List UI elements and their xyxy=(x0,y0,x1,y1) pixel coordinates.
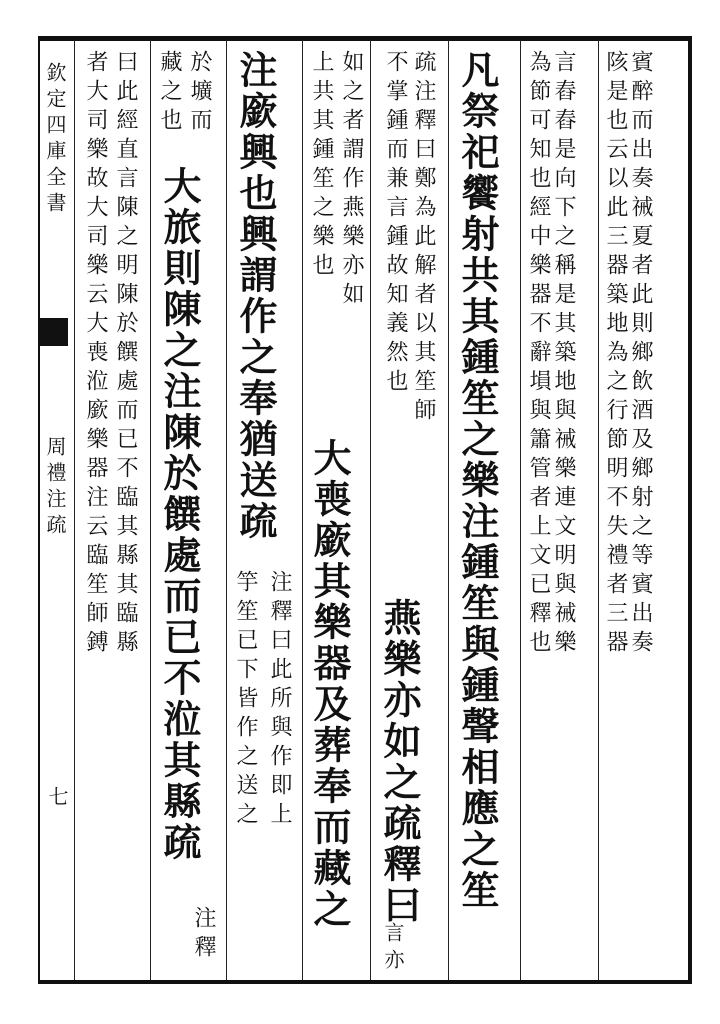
text-column: 於壙而 xyxy=(187,50,212,137)
column-rule xyxy=(74,40,75,980)
text-column: 藏之也 xyxy=(157,50,182,137)
text-column: 言亦 xyxy=(381,922,405,976)
text-column: 者大司樂故大司樂云大喪涖廞樂器注云臨笙師鎛 xyxy=(83,50,108,659)
column-rule xyxy=(520,40,521,980)
column-rule xyxy=(302,40,303,980)
column-rule xyxy=(370,40,371,980)
text-column: 陔是也云以此三器築地為之行節明不失禮者三器 xyxy=(603,50,628,659)
text-column: 上共其鍾笙之樂也 xyxy=(309,50,334,282)
text-column: 注釋 xyxy=(191,906,216,964)
bottom-border xyxy=(38,980,692,984)
text-column: 疏注釋曰鄭為此解者以其笙師 xyxy=(411,50,436,427)
text-column-main: 大旅則陳之注陳於饌處而已不涖其縣疏 xyxy=(157,166,202,863)
text-column: 曰此經直言陳之明陳於饌處而已不臨其縣其臨縣 xyxy=(113,50,138,659)
column-rule xyxy=(448,40,449,980)
text-column-main: 燕樂亦如之疏釋曰 xyxy=(377,598,422,926)
text-column-main: 大喪廞其樂器及葬奉而藏之 xyxy=(307,438,352,930)
top-border xyxy=(38,36,692,41)
text-column-main: 注廞興也興謂作之奉猶送疏 xyxy=(233,50,278,542)
fishtail-mark xyxy=(38,318,68,346)
text-column: 竽笙已下皆作之送之 xyxy=(233,570,258,831)
column-rule xyxy=(598,40,599,980)
margin-volume-title: 周禮注疏 xyxy=(43,436,67,540)
text-column: 注釋曰此所與作即上 xyxy=(267,570,292,831)
text-column: 為節可知也經中樂器不辭塤與簫管者上文已釋也 xyxy=(526,50,551,659)
text-column-main: 凡祭祀饗射共其鍾笙之樂注鍾笙與鍾聲相應之笙 xyxy=(455,50,500,911)
right-border xyxy=(688,36,692,984)
margin-book-title: 欽定四庫全書 xyxy=(43,62,67,218)
text-column: 不掌鍾而兼言鍾故知義然也 xyxy=(383,50,408,398)
text-column: 賓醉而出奏祴夏者此則鄉飲酒及鄉射之等賓出奏 xyxy=(628,50,653,659)
text-column: 言舂舂是向下之稱是其築地與祴樂連文明與祴樂 xyxy=(551,50,576,659)
column-rule xyxy=(150,40,151,980)
column-rule xyxy=(226,40,227,980)
left-border xyxy=(38,36,40,984)
text-column: 如之者謂作燕樂亦如 xyxy=(339,50,364,311)
margin-page-number: 七 xyxy=(45,786,69,812)
